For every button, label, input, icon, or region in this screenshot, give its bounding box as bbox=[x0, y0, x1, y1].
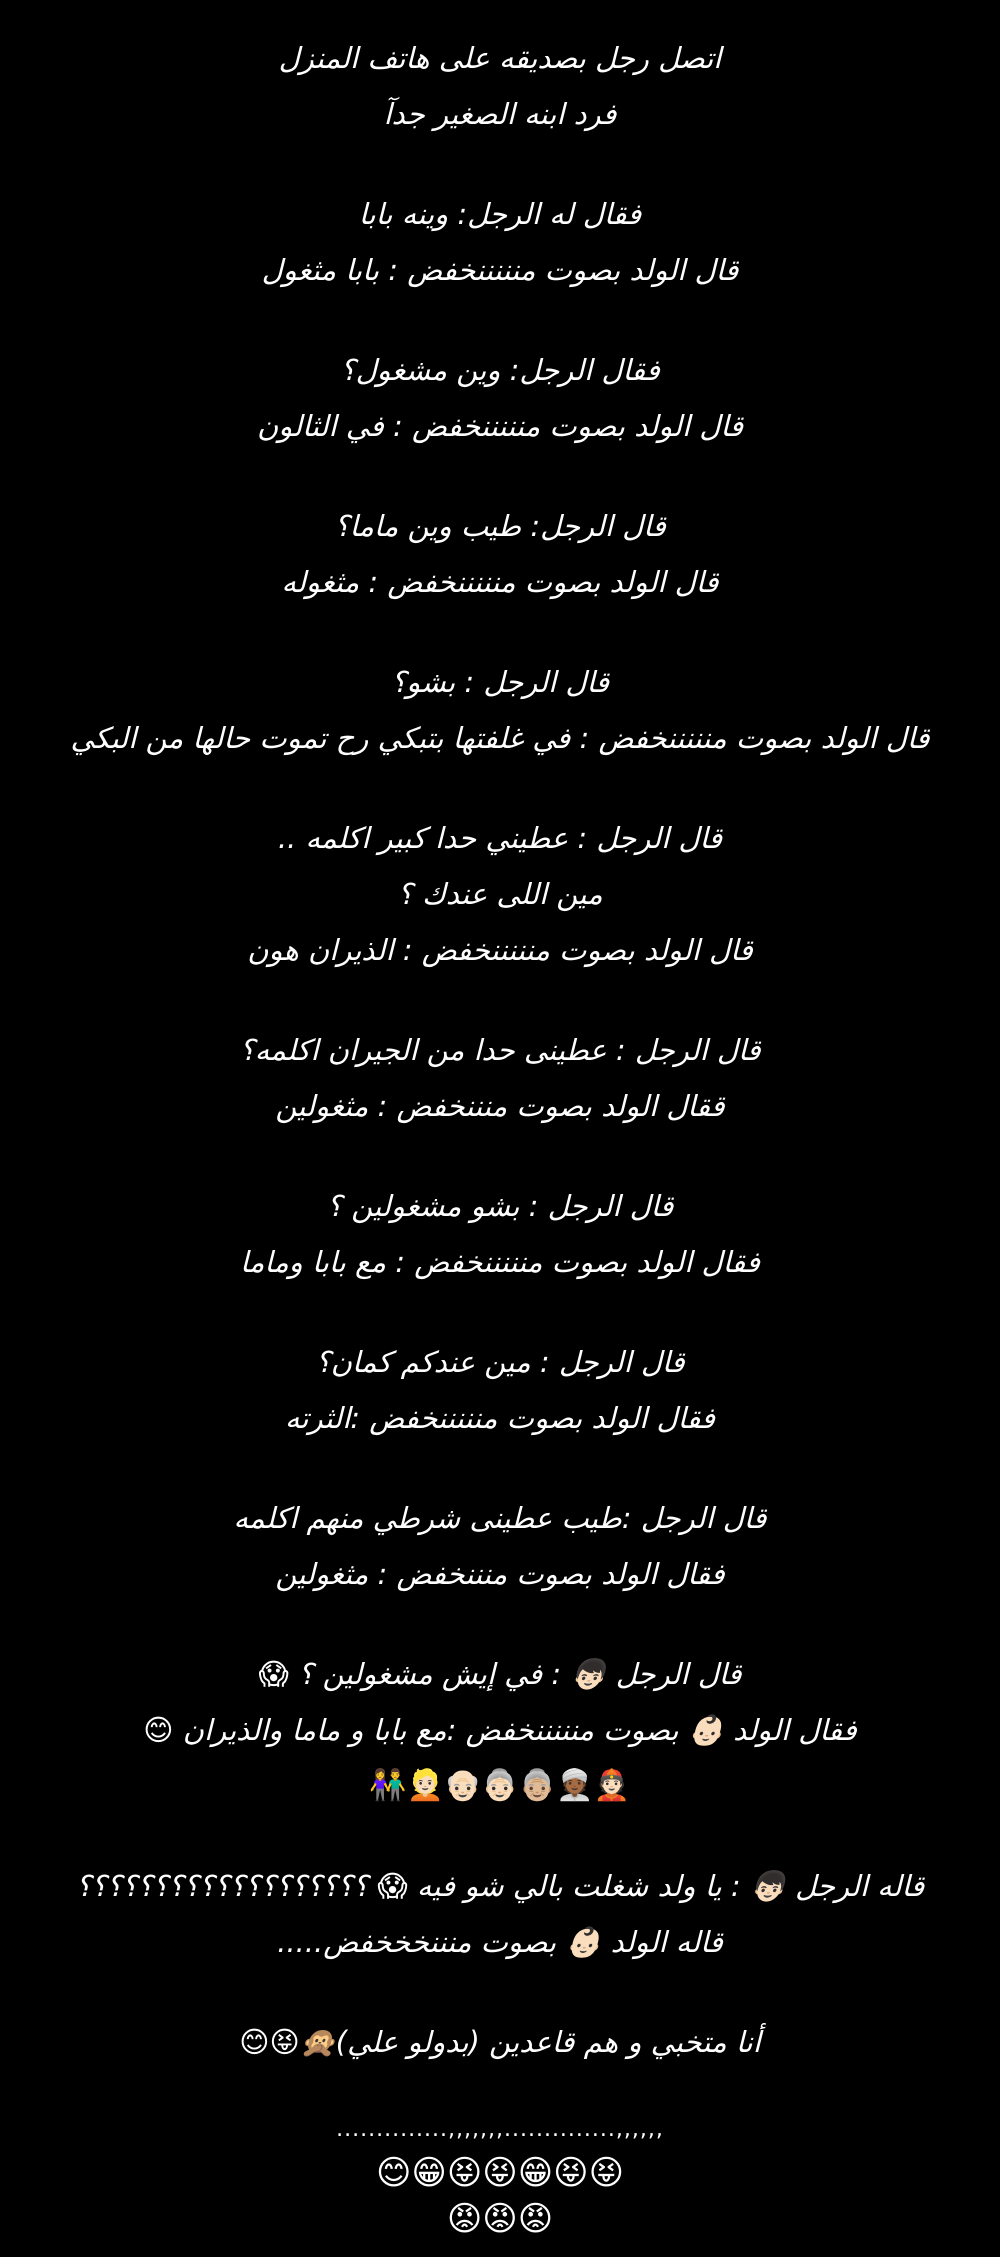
story-line: قال الولد بصوت منننننخفض : مثغوله bbox=[281, 565, 719, 599]
story-line: قال الرجل : عطيني حدا كبير اكلمه .. bbox=[277, 821, 723, 855]
story-line: ققال الولد بصوت منننخفض : مثغولين bbox=[275, 1089, 725, 1123]
story-line: قال الرجل : مين عندكم كمان؟ bbox=[315, 1345, 685, 1379]
story-line: قال الرجل: طيب وين ماما؟ bbox=[334, 509, 666, 543]
story-line: قاله الرجل 👦🏻 : يا ولد شغلت بالي شو فيه 😱 ؟؟؟؟؟؟؟؟؟؟؟؟؟؟؟؟؟؟؟ bbox=[75, 1869, 925, 1903]
story-line: قال الولد بصوت منننننخفض : بابا مثغول bbox=[261, 253, 739, 287]
story-line: فقال الولد بصوت منننخفض : مثغولين bbox=[275, 1557, 725, 1591]
story-line: قال الولد بصوت منننننخفض : الذيران هون bbox=[247, 933, 753, 967]
story-line: قال الولد بصوت منننننخفض : في الثالون bbox=[256, 409, 744, 443]
story-line: فقال الولد 👶🏻 بصوت منننننخفض :مع بابا و ماما والذيران 😊 bbox=[143, 1713, 857, 1747]
story-text bbox=[10, 30, 990, 2242]
story-line: مين اللى عندك ؟ bbox=[397, 877, 603, 911]
story-line: فقال الولد بصوت منننننخفض : مع بابا وماما bbox=[240, 1245, 760, 1279]
footer-dots: ..............,,,,,,,..............,,,,,, bbox=[336, 2117, 664, 2142]
story-line: فقال له الرجل: وينه بابا bbox=[358, 197, 642, 231]
emoji-people-row: 👲🏻👳🏾👵🏼👵🏻👴🏻👱🏻👫 bbox=[369, 1768, 631, 1803]
story-line: فرد ابنه الصغير جدآ bbox=[383, 97, 617, 131]
story-line: فقال الولد بصوت منننننخفض :الثرته bbox=[285, 1401, 715, 1435]
story-line: قال الرجل :طيب عطينى شرطي منهم اكلمه bbox=[233, 1501, 767, 1535]
story-line: اتصل رجل بصديقه على هاتف المنزل bbox=[278, 41, 722, 75]
story-line: قال الرجل : بشو؟ bbox=[390, 665, 610, 699]
footer-emoji-row: 😡😡😡 bbox=[446, 2199, 554, 2239]
story-line: فقال الرجل: وين مشغول؟ bbox=[340, 353, 660, 387]
story-line: قال الرجل : بشو مشغولين ؟ bbox=[326, 1189, 674, 1223]
story-line-punchline: أنا متخبي و هم قاعدين (بدولو علي)🙊😝😊 bbox=[239, 2025, 761, 2059]
story-line: قال الرجل : عطينى حدا من الجيران اكلمه؟ bbox=[239, 1033, 761, 1067]
story-line: قال الرجل 👦🏻 : في إيش مشغولين ؟ 😱 bbox=[258, 1657, 742, 1691]
story-line: قال الولد بصوت منننننخفض : في غلفتها بتبكي رح تموت حالها من البكي bbox=[70, 721, 930, 755]
footer-emoji-row: 😝😝😁😝😝😁😊 bbox=[375, 2153, 625, 2193]
story-line: قاله الولد 👶🏻 بصوت منننخخخفض..... bbox=[277, 1925, 723, 1959]
